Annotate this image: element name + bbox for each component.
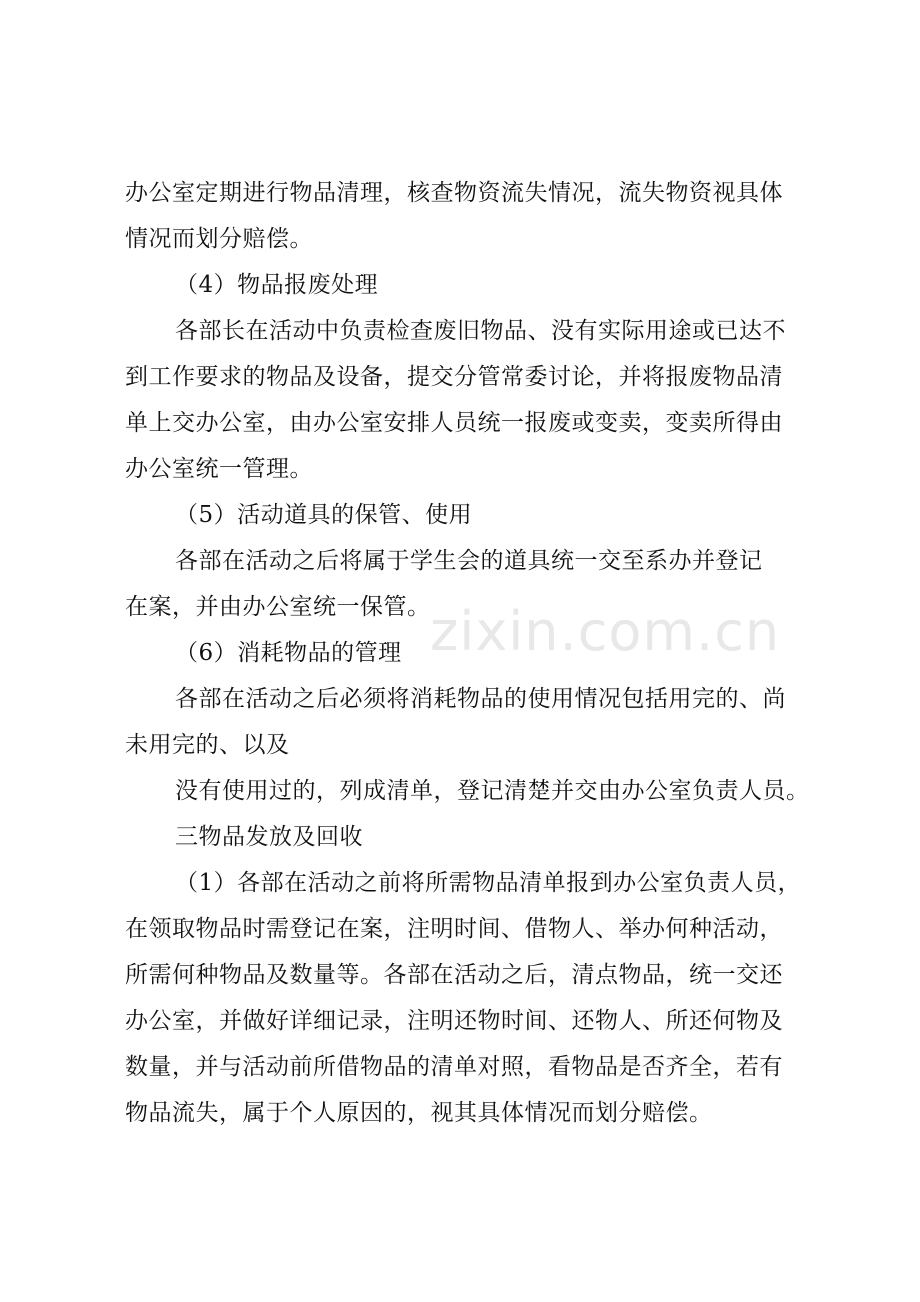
section-heading: （5）活动道具的保管、使用 <box>175 502 473 528</box>
paragraph-line: 各部在活动之后必须将消耗物品的使用情况包括用完的、尚 <box>175 686 786 712</box>
paragraph-line: 到工作要求的物品及设备，提交分管常委讨论，并将报废物品清 <box>125 364 783 390</box>
document-body <box>125 170 810 1136</box>
paragraph-line: 办公室定期进行物品清理，核查物资流失情况，流失物资视具体 <box>125 180 783 206</box>
paragraph-line: 办公室统一管理。 <box>125 456 313 482</box>
paragraph-line: 所需何种物品及数量等。各部在活动之后，清点物品，统一交还 <box>125 962 783 988</box>
section-heading: 三物品发放及回收 <box>175 824 363 850</box>
paragraph-line: 在领取物品时需登记在案，注明时间、借物人、举办何种活动， <box>125 916 783 942</box>
paragraph-line: 在案，并由办公室统一保管。 <box>125 594 431 620</box>
section-heading: （4）物品报废处理 <box>175 272 379 298</box>
paragraph-line: 物品流失，属于个人原因的，视其具体情况而划分赔偿。 <box>125 1100 713 1126</box>
watermark: zixin.com.cn <box>430 600 781 663</box>
paragraph-line: 情况而划分赔偿。 <box>125 226 313 252</box>
section-heading: （6）消耗物品的管理 <box>175 640 402 666</box>
paragraph-line: 办公室，并做好详细记录，注明还物时间、还物人、所还何物及 <box>125 1008 783 1034</box>
paragraph-line: 数量，并与活动前所借物品的清单对照，看物品是否齐全，若有 <box>125 1054 783 1080</box>
paragraph-line: 没有使用过的，列成清单，登记清楚并交由办公室负责人员。 <box>175 778 810 804</box>
paragraph-line: 未用完的、以及 <box>125 732 290 758</box>
paragraph-line: 各部在活动之后将属于学生会的道具统一交至系办并登记 <box>175 548 763 574</box>
paragraph-line: （1）各部在活动之前将所需物品清单报到办公室负责人员， <box>175 870 802 896</box>
paragraph-line: 各部长在活动中负责检查废旧物品、没有实际用途或已达不 <box>175 318 786 344</box>
paragraph-line: 单上交办公室，由办公室安排人员统一报废或变卖，变卖所得由 <box>125 410 783 436</box>
